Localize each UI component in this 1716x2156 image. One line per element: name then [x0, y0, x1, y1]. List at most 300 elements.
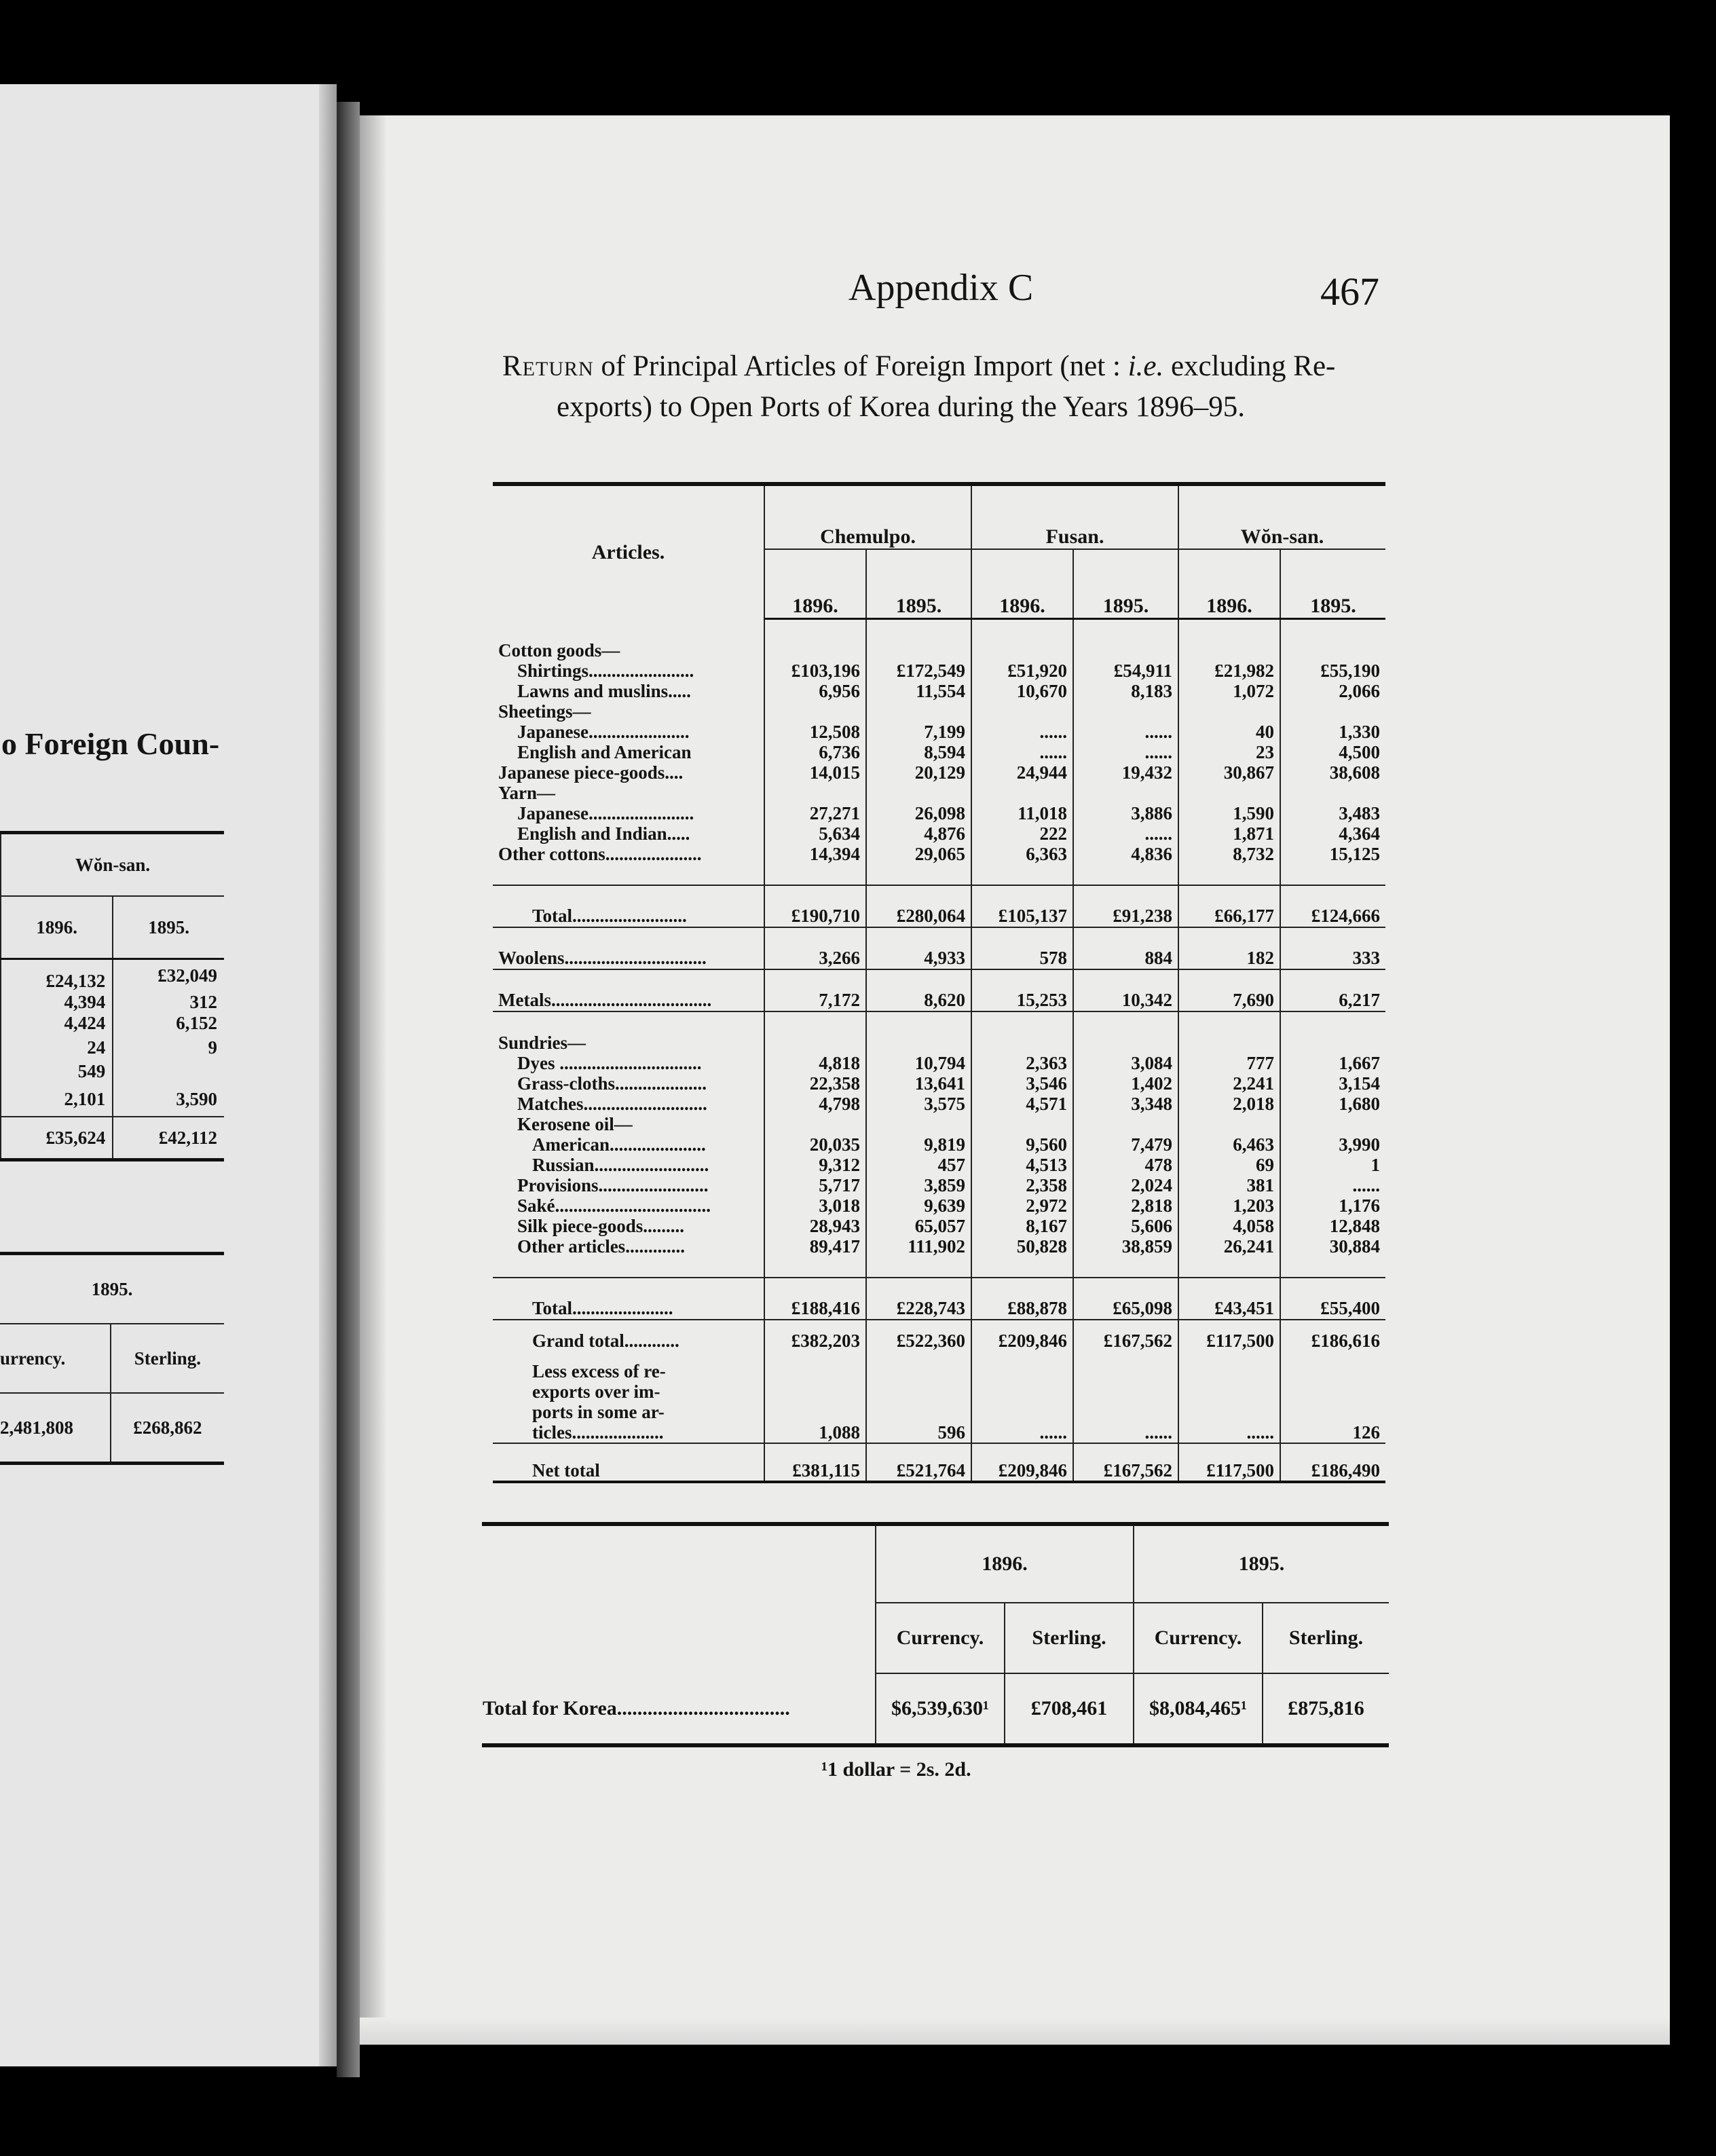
table-row [493, 1073, 1385, 1094]
value-cell: 2,358 [971, 1175, 1073, 1195]
left-cell: £42,112 [113, 1117, 224, 1160]
value-cell: 9,639 [866, 1195, 971, 1216]
value-cell: 777 [1178, 1053, 1280, 1073]
table-row [493, 681, 1385, 701]
value-cell: ...... [1073, 742, 1178, 762]
value-cell: 6,736 [764, 742, 866, 762]
metals-row [493, 969, 1385, 1011]
value-cell: 8,620 [866, 969, 971, 1011]
value-cell: 11,554 [866, 681, 971, 701]
value-cell: £186,490 [1280, 1443, 1385, 1482]
value-cell [971, 1114, 1073, 1134]
left-cell: 312 [113, 992, 224, 1013]
value-cell: 26,241 [1178, 1236, 1280, 1257]
value-cell: 5,634 [764, 823, 866, 844]
row-label: Dyes ............................... [517, 1053, 702, 1073]
table-row [493, 661, 1385, 681]
value-cell: 2,018 [1178, 1094, 1280, 1114]
value-cell [1178, 1381, 1280, 1402]
row-label: Total......................... [493, 885, 764, 927]
value-cell: £66,177 [1178, 885, 1280, 927]
value-cell: 478 [1073, 1155, 1178, 1175]
spacer-row [493, 619, 1385, 641]
sundries-total-row [493, 1278, 1385, 1320]
left-cell: 24 [1, 1034, 113, 1061]
value-cell [764, 1114, 866, 1134]
table-row [493, 1155, 1385, 1175]
value-cell: 3,859 [866, 1175, 971, 1195]
left-cell: 2,101 [1, 1082, 113, 1117]
value-cell: ...... [971, 722, 1073, 742]
value-cell [764, 864, 866, 885]
summary-value: $8,084,465¹ [1134, 1673, 1263, 1745]
row-label: English and Indian..... [517, 823, 690, 844]
value-cell: £280,064 [866, 885, 971, 927]
value-cell: 10,670 [971, 681, 1073, 701]
value-cell: 1,203 [1178, 1195, 1280, 1216]
value-cell [1178, 783, 1280, 803]
table-row [493, 844, 1385, 864]
value-cell: ...... [1178, 1422, 1280, 1443]
value-cell: 8,167 [971, 1216, 1073, 1236]
year-header: 1896. [971, 549, 1073, 619]
row-label: Total...................... [493, 1278, 764, 1320]
value-cell: 381 [1178, 1175, 1280, 1195]
value-cell: 4,058 [1178, 1216, 1280, 1236]
spacer-row [493, 1257, 1385, 1278]
value-cell [1280, 640, 1385, 661]
value-cell [1073, 1381, 1178, 1402]
left-cell: £32,049 [113, 959, 224, 992]
value-cell: £91,238 [1073, 885, 1178, 927]
value-cell: £167,562 [1073, 1443, 1178, 1482]
value-cell: 8,594 [866, 742, 971, 762]
value-cell: 182 [1178, 927, 1280, 969]
value-cell [1073, 864, 1178, 885]
value-cell: 4,836 [1073, 844, 1178, 864]
year-header: 1895. [1280, 549, 1385, 619]
value-cell [971, 1361, 1073, 1381]
value-cell: 1,072 [1178, 681, 1280, 701]
value-cell: 4,876 [866, 823, 971, 844]
row-label: ports in some ar- [532, 1402, 665, 1422]
value-cell: 6,956 [764, 681, 866, 701]
value-cell: 14,015 [764, 762, 866, 783]
row-label: Japanese....................... [517, 803, 694, 823]
left-bottom-value: £268,862 [111, 1393, 224, 1464]
value-cell: 50,828 [971, 1236, 1073, 1257]
currency-header: Currency. [1134, 1603, 1263, 1673]
value-cell: 4,513 [971, 1155, 1073, 1175]
row-label: Metals................................... [493, 969, 764, 1011]
value-cell: 40 [1178, 722, 1280, 742]
row-label: exports over im- [532, 1381, 660, 1402]
table-row [493, 823, 1385, 844]
value-cell: £188,416 [764, 1278, 866, 1320]
value-cell: £117,500 [1178, 1320, 1280, 1361]
value-cell: 15,253 [971, 969, 1073, 1011]
value-cell: 12,508 [764, 722, 866, 742]
row-label: Provisions........................ [517, 1175, 709, 1195]
value-cell [1280, 1033, 1385, 1053]
value-cell: £117,500 [1178, 1443, 1280, 1482]
value-cell: £228,743 [866, 1278, 971, 1320]
row-label: Cotton goods— [498, 640, 620, 661]
value-cell: 3,018 [764, 1195, 866, 1216]
left-bottom-value: 2,481,808 [0, 1417, 73, 1438]
value-cell: 1,667 [1280, 1053, 1385, 1073]
left-page-table [0, 831, 224, 1161]
sterling-header: Sterling. [1263, 1603, 1389, 1673]
sterling-header: Sterling. [1005, 1603, 1134, 1673]
value-cell: £43,451 [1178, 1278, 1280, 1320]
value-cell [1073, 1257, 1178, 1278]
left-sterling-label: Sterling. [111, 1324, 224, 1393]
table-row [493, 1033, 1385, 1053]
net-total-row [493, 1443, 1385, 1482]
row-label: Kerosene oil— [517, 1114, 633, 1134]
value-cell: 6,217 [1280, 969, 1385, 1011]
spacer-row [493, 1011, 1385, 1033]
value-cell [764, 1402, 866, 1422]
row-label: Other cottons..................... [498, 844, 702, 864]
value-cell: 3,546 [971, 1073, 1073, 1094]
value-cell: 12,848 [1280, 1216, 1385, 1236]
value-cell [1178, 619, 1280, 641]
less-excess-row [493, 1361, 1385, 1381]
value-cell [1073, 701, 1178, 722]
value-cell [1178, 640, 1280, 661]
value-cell [866, 1361, 971, 1381]
value-cell [1280, 1361, 1385, 1381]
table-row [493, 640, 1385, 661]
row-label: Lawns and muslins..... [517, 681, 691, 701]
value-cell: £186,616 [1280, 1320, 1385, 1361]
value-cell: 5,606 [1073, 1216, 1178, 1236]
value-cell [866, 1257, 971, 1278]
left-page-edge [319, 84, 337, 2066]
book-gutter [337, 102, 360, 2077]
left-cell: 4,424 [1, 1013, 113, 1034]
value-cell [971, 640, 1073, 661]
value-cell [1073, 1011, 1178, 1033]
value-cell: 596 [866, 1422, 971, 1443]
row-label: Woolens............................... [493, 927, 764, 969]
value-cell [971, 1257, 1073, 1278]
less-excess-row [493, 1381, 1385, 1402]
value-cell: £522,360 [866, 1320, 971, 1361]
right-page [360, 115, 1670, 2045]
value-cell [1280, 619, 1385, 641]
value-cell: 19,432 [1073, 762, 1178, 783]
value-cell: £88,878 [971, 1278, 1073, 1320]
value-cell: ...... [1073, 1422, 1178, 1443]
row-label [493, 864, 764, 885]
value-cell: 3,154 [1280, 1073, 1385, 1094]
summary-year-1895: 1895. [1134, 1524, 1389, 1603]
row-label: Grand total............ [532, 1331, 679, 1351]
value-cell: 69 [1178, 1155, 1280, 1175]
imports-table [493, 482, 1385, 1483]
table-row [493, 803, 1385, 823]
value-cell: £382,203 [764, 1320, 866, 1361]
value-cell [764, 1381, 866, 1402]
cotton-total-row [493, 885, 1385, 927]
value-cell [1280, 864, 1385, 885]
value-cell: 111,902 [866, 1236, 971, 1257]
value-cell [764, 619, 866, 641]
row-label: American..................... [532, 1134, 706, 1155]
value-cell: 457 [866, 1155, 971, 1175]
table-row [493, 1175, 1385, 1195]
value-cell [971, 1011, 1073, 1033]
row-label: Grass-cloths.................... [517, 1073, 707, 1094]
value-cell [971, 1381, 1073, 1402]
value-cell: 9,312 [764, 1155, 866, 1175]
value-cell [866, 864, 971, 885]
value-cell: 1,330 [1280, 722, 1385, 742]
value-cell: 38,608 [1280, 762, 1385, 783]
value-cell [866, 640, 971, 661]
left-summary-year: 1895. [0, 1254, 224, 1324]
row-label: Sundries— [498, 1033, 586, 1053]
value-cell: £55,190 [1280, 661, 1385, 681]
value-cell [1178, 1361, 1280, 1381]
value-cell: 2,024 [1073, 1175, 1178, 1195]
left-col-group: Wŏn-san. [1, 833, 224, 897]
value-cell: 7,172 [764, 969, 866, 1011]
value-cell [1178, 1033, 1280, 1053]
summary-corner [482, 1524, 876, 1673]
value-cell [866, 1381, 971, 1402]
value-cell [971, 1033, 1073, 1053]
left-cell: 9 [113, 1034, 224, 1061]
value-cell [1178, 1011, 1280, 1033]
value-cell [971, 701, 1073, 722]
table-row [493, 1216, 1385, 1236]
row-label: Yarn— [498, 783, 556, 803]
value-cell [1280, 1381, 1385, 1402]
value-cell: £103,196 [764, 661, 866, 681]
left-page-heading: o Foreign Coun- [1, 726, 220, 761]
value-cell: £209,846 [971, 1443, 1073, 1482]
value-cell: 3,483 [1280, 803, 1385, 823]
value-cell: 30,867 [1178, 762, 1280, 783]
value-cell: £167,562 [1073, 1320, 1178, 1361]
row-label: Silk piece-goods......... [517, 1216, 685, 1236]
value-cell: 2,972 [971, 1195, 1073, 1216]
imports-table-body [493, 619, 1385, 1483]
value-cell: 20,035 [764, 1134, 866, 1155]
value-cell: 2,363 [971, 1053, 1073, 1073]
left-cell: 6,152 [113, 1013, 224, 1034]
value-cell [764, 701, 866, 722]
left-page [0, 84, 337, 2066]
table-row [493, 742, 1385, 762]
page-shadow [360, 115, 387, 2045]
value-cell: 8,183 [1073, 681, 1178, 701]
value-cell: £55,400 [1280, 1278, 1385, 1320]
year-header: 1895. [866, 549, 971, 619]
value-cell [866, 783, 971, 803]
currency-header: Currency. [876, 1603, 1005, 1673]
value-cell: 38,859 [1073, 1236, 1178, 1257]
value-cell: 3,266 [764, 927, 866, 969]
value-cell: 10,794 [866, 1053, 971, 1073]
table-row [493, 1134, 1385, 1155]
value-cell: £51,920 [971, 661, 1073, 681]
value-cell: 15,125 [1280, 844, 1385, 864]
table-row [493, 1114, 1385, 1134]
value-cell [866, 1402, 971, 1422]
value-cell: 3,348 [1073, 1094, 1178, 1114]
value-cell: 23 [1178, 742, 1280, 762]
value-cell: ...... [971, 1422, 1073, 1443]
less-excess-row [493, 1422, 1385, 1443]
value-cell: ...... [971, 742, 1073, 762]
value-cell [1073, 619, 1178, 641]
value-cell: £21,982 [1178, 661, 1280, 681]
value-cell [764, 1033, 866, 1053]
value-cell: 20,129 [866, 762, 971, 783]
value-cell: 884 [1073, 927, 1178, 969]
value-cell: 6,363 [971, 844, 1073, 864]
value-cell: 1,088 [764, 1422, 866, 1443]
left-currency-label: urrency. [0, 1348, 66, 1369]
table-row [493, 1094, 1385, 1114]
value-cell [1073, 640, 1178, 661]
value-cell: £521,764 [866, 1443, 971, 1482]
value-cell [1280, 701, 1385, 722]
value-cell: 1,590 [1178, 803, 1280, 823]
page-number: 467 [1320, 270, 1379, 314]
row-label [493, 619, 764, 641]
value-cell: 1,680 [1280, 1094, 1385, 1114]
value-cell: 5,717 [764, 1175, 866, 1195]
caption-text: of Principal Articles of Foreign Import (net : [593, 350, 1128, 382]
value-cell: 578 [971, 927, 1073, 969]
value-cell [764, 783, 866, 803]
value-cell: ...... [1073, 722, 1178, 742]
row-label: Saké.................................. [517, 1195, 711, 1216]
value-cell: 27,271 [764, 803, 866, 823]
value-cell [866, 701, 971, 722]
year-header: 1896. [1178, 549, 1280, 619]
value-cell: 2,066 [1280, 681, 1385, 701]
value-cell: 4,933 [866, 927, 971, 969]
value-cell: £65,098 [1073, 1278, 1178, 1320]
table-row [493, 1053, 1385, 1073]
value-cell: 7,199 [866, 722, 971, 742]
value-cell [1073, 1033, 1178, 1053]
value-cell [1280, 1011, 1385, 1033]
value-cell: 4,500 [1280, 742, 1385, 762]
spacer-row [493, 864, 1385, 885]
value-cell: £381,115 [764, 1443, 866, 1482]
value-cell: 1,871 [1178, 823, 1280, 844]
value-cell [1280, 1402, 1385, 1422]
value-cell: 1,402 [1073, 1073, 1178, 1094]
value-cell: 4,798 [764, 1094, 866, 1114]
total-for-korea-label: Total for Korea.................................. [483, 1696, 790, 1720]
value-cell: 6,463 [1178, 1134, 1280, 1155]
summary-value: £708,461 [1005, 1673, 1134, 1745]
value-cell: 4,364 [1280, 823, 1385, 844]
row-label: Matches........................... [517, 1094, 707, 1114]
value-cell: 126 [1280, 1422, 1385, 1443]
table-row [493, 783, 1385, 803]
row-label: Less excess of re- [532, 1361, 666, 1381]
value-cell: 333 [1280, 927, 1385, 969]
year-header: 1896. [764, 549, 866, 619]
value-cell [1178, 701, 1280, 722]
value-cell [1280, 1257, 1385, 1278]
port-header-fusan: Fusan. [971, 484, 1178, 549]
value-cell [971, 619, 1073, 641]
value-cell: 9,560 [971, 1134, 1073, 1155]
value-cell: 14,394 [764, 844, 866, 864]
value-cell: 30,884 [1280, 1236, 1385, 1257]
table-row [493, 1236, 1385, 1257]
woolens-row [493, 927, 1385, 969]
value-cell [764, 640, 866, 661]
value-cell: £105,137 [971, 885, 1073, 927]
left-cell: 4,394 [1, 992, 113, 1013]
left-cell [113, 1061, 224, 1082]
left-cell: 549 [1, 1061, 113, 1082]
value-cell [1073, 1402, 1178, 1422]
row-label: Net total [493, 1443, 764, 1482]
summary-value: $6,539,630¹ [876, 1673, 1005, 1745]
caption-text: excluding Re-exports) to Open Ports of Korea during the Years 1896–95. [557, 350, 1336, 423]
value-cell: 2,818 [1073, 1195, 1178, 1216]
value-cell: 3,886 [1073, 803, 1178, 823]
value-cell: 28,943 [764, 1216, 866, 1236]
row-label: Russian......................... [532, 1155, 709, 1175]
value-cell: 3,990 [1280, 1134, 1385, 1155]
value-cell: 89,417 [764, 1236, 866, 1257]
value-cell: £54,911 [1073, 661, 1178, 681]
value-cell [1178, 1402, 1280, 1422]
page-bottom-shade [360, 2018, 1670, 2045]
value-cell: 1,176 [1280, 1195, 1385, 1216]
row-label [493, 1011, 764, 1033]
value-cell: 9,819 [866, 1134, 971, 1155]
summary-value: £875,816 [1263, 1673, 1389, 1745]
value-cell: ...... [1073, 823, 1178, 844]
value-cell: 26,098 [866, 803, 971, 823]
value-cell: £172,549 [866, 661, 971, 681]
value-cell: 3,575 [866, 1094, 971, 1114]
value-cell: 2,241 [1178, 1073, 1280, 1094]
left-year: 1895. [113, 896, 224, 959]
value-cell: 4,818 [764, 1053, 866, 1073]
left-year: 1896. [1, 896, 113, 959]
value-cell: 65,057 [866, 1216, 971, 1236]
value-cell: 29,065 [866, 844, 971, 864]
left-cell: 3,590 [113, 1082, 224, 1117]
value-cell: 222 [971, 823, 1073, 844]
row-label: Japanese piece-goods.... [498, 762, 684, 783]
value-cell [971, 1402, 1073, 1422]
value-cell: 24,944 [971, 762, 1073, 783]
left-cell: £24,132 [1, 959, 113, 992]
value-cell [866, 1033, 971, 1053]
left-cell: £35,624 [1, 1117, 113, 1160]
row-label [493, 1257, 764, 1278]
caption-ie: i.e. [1127, 350, 1164, 382]
table-row [493, 762, 1385, 783]
